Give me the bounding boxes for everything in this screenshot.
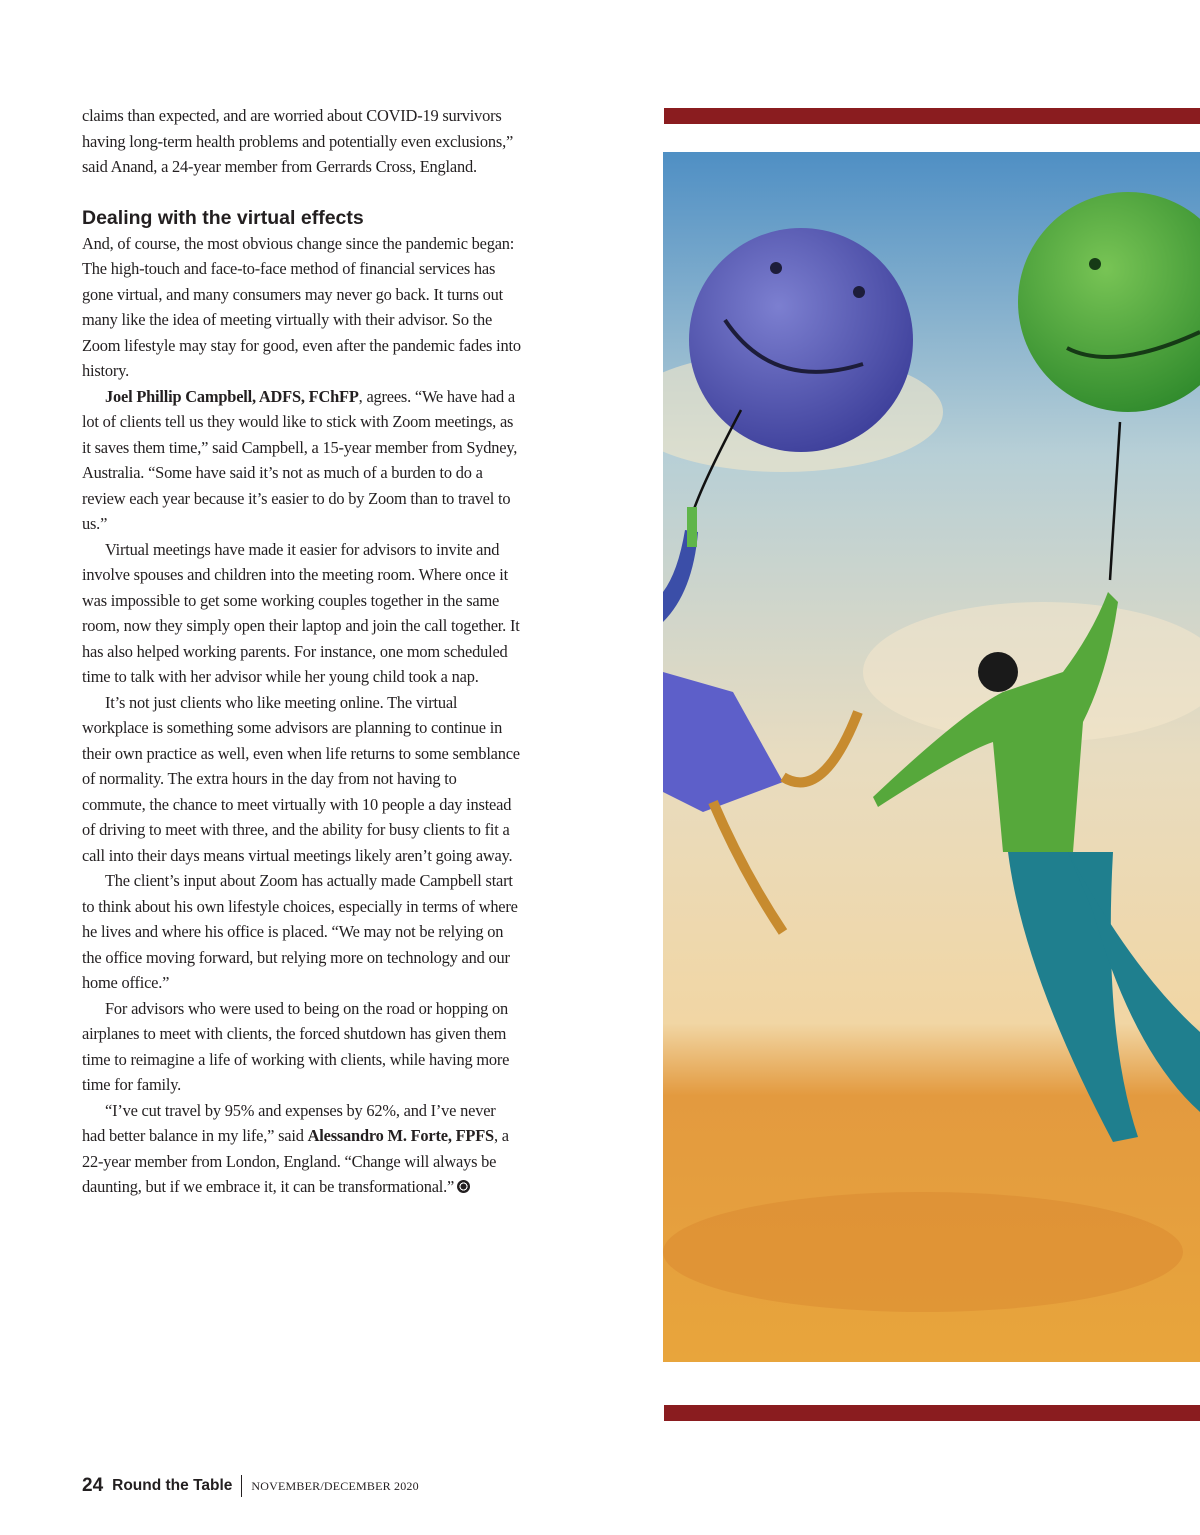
page-number: 24: [82, 1475, 104, 1496]
paragraph-3: Virtual meetings have made it easier for advisors to invite and involve spouses and children into the meeting room. Where once it was impossible to get some working couples together in the same room, now they simply open their laptop and join the call together. It has also helped working parents. For instance, one mom scheduled time to talk with her advisor while her young child took a nap.: [82, 539, 520, 686]
paragraph-4: It’s not just clients who like meeting online. The virtual workplace is something some advisors are planning to continue in their own practice as well, even when life returns to some semblance of normality. The extra hours in the day from not having to commute, the chance to meet virtually with 10 people a day instead of driving to meet with three, and the ability for busy clients to fit a call into their days means virtual meetings likely aren’t going away.: [82, 692, 520, 865]
section-heading: Dealing with the virtual effects: [82, 206, 364, 229]
page-footer: [82, 1473, 419, 1499]
paragraph-6: For advisors who were used to being on the road or hopping on airplanes to meet with clients, the forced shutdown has given them time to reimagine a life of working with clients, while having more time for family.: [82, 998, 510, 1094]
bottom-rule: [664, 1405, 1200, 1421]
paragraph-1: And, of course, the most obvious change since the pandemic began: The high-touch and face-to-face method of financial services has gone virtual, and many consumers may never go back. It turns out many like the idea of meeting virtually with their advisor. So the Zoom lifestyle may stay for good, even after the pandemic fades into history.: [82, 233, 521, 380]
balloon-illustration: [663, 152, 1200, 1362]
paragraph-2: [82, 384, 522, 537]
lead-paragraph: claims than expected, and are worried about COVID-19 survivors having long-term health problems and potentially even exclusions,” said Anand, a 24-year member from Gerrards Cross, England.: [82, 106, 514, 176]
magazine-title: Round the Table: [112, 1477, 233, 1494]
article-column: [82, 103, 522, 1200]
footer-divider: [241, 1475, 242, 1497]
paragraph-2-text: , agrees. “We have had a lot of clients tell us they would like to stick with Zoom meetings, as it saves them time,” said Campbell, a 15-year member from Sydney, Australia. “Some have said it’s not as much of a burden to do a review each year because it’s easier to do by Zoom than to travel to us.”: [82, 386, 518, 533]
paragraph-7-start: “I’ve cut travel by 95% and expenses by 62%, and I’ve never had better balance in my life,” said: [82, 1100, 496, 1145]
person-name-forte: Alessandro M. Forte, FPFS: [307, 1126, 494, 1145]
issue-date: NOVEMBER/DECEMBER 2020: [251, 1478, 419, 1493]
person-name-campbell: Joel Phillip Campbell, ADFS, FChFP: [105, 386, 359, 406]
end-mark-icon: [457, 1180, 470, 1193]
paragraph-7: [82, 1098, 522, 1200]
paragraph-5: The client’s input about Zoom has actually made Campbell start to think about his own lifestyle choices, especially in terms of where he lives and where his office is placed. “We may not be relying on the office moving forward, but relying more on technology and our home office.”: [82, 871, 518, 992]
top-rule: [664, 108, 1200, 124]
paragraph-7-end: , a 22-year member from London, England. “Change will always be daunting, but if we embrace it, it can be transformational.”: [82, 1126, 509, 1196]
